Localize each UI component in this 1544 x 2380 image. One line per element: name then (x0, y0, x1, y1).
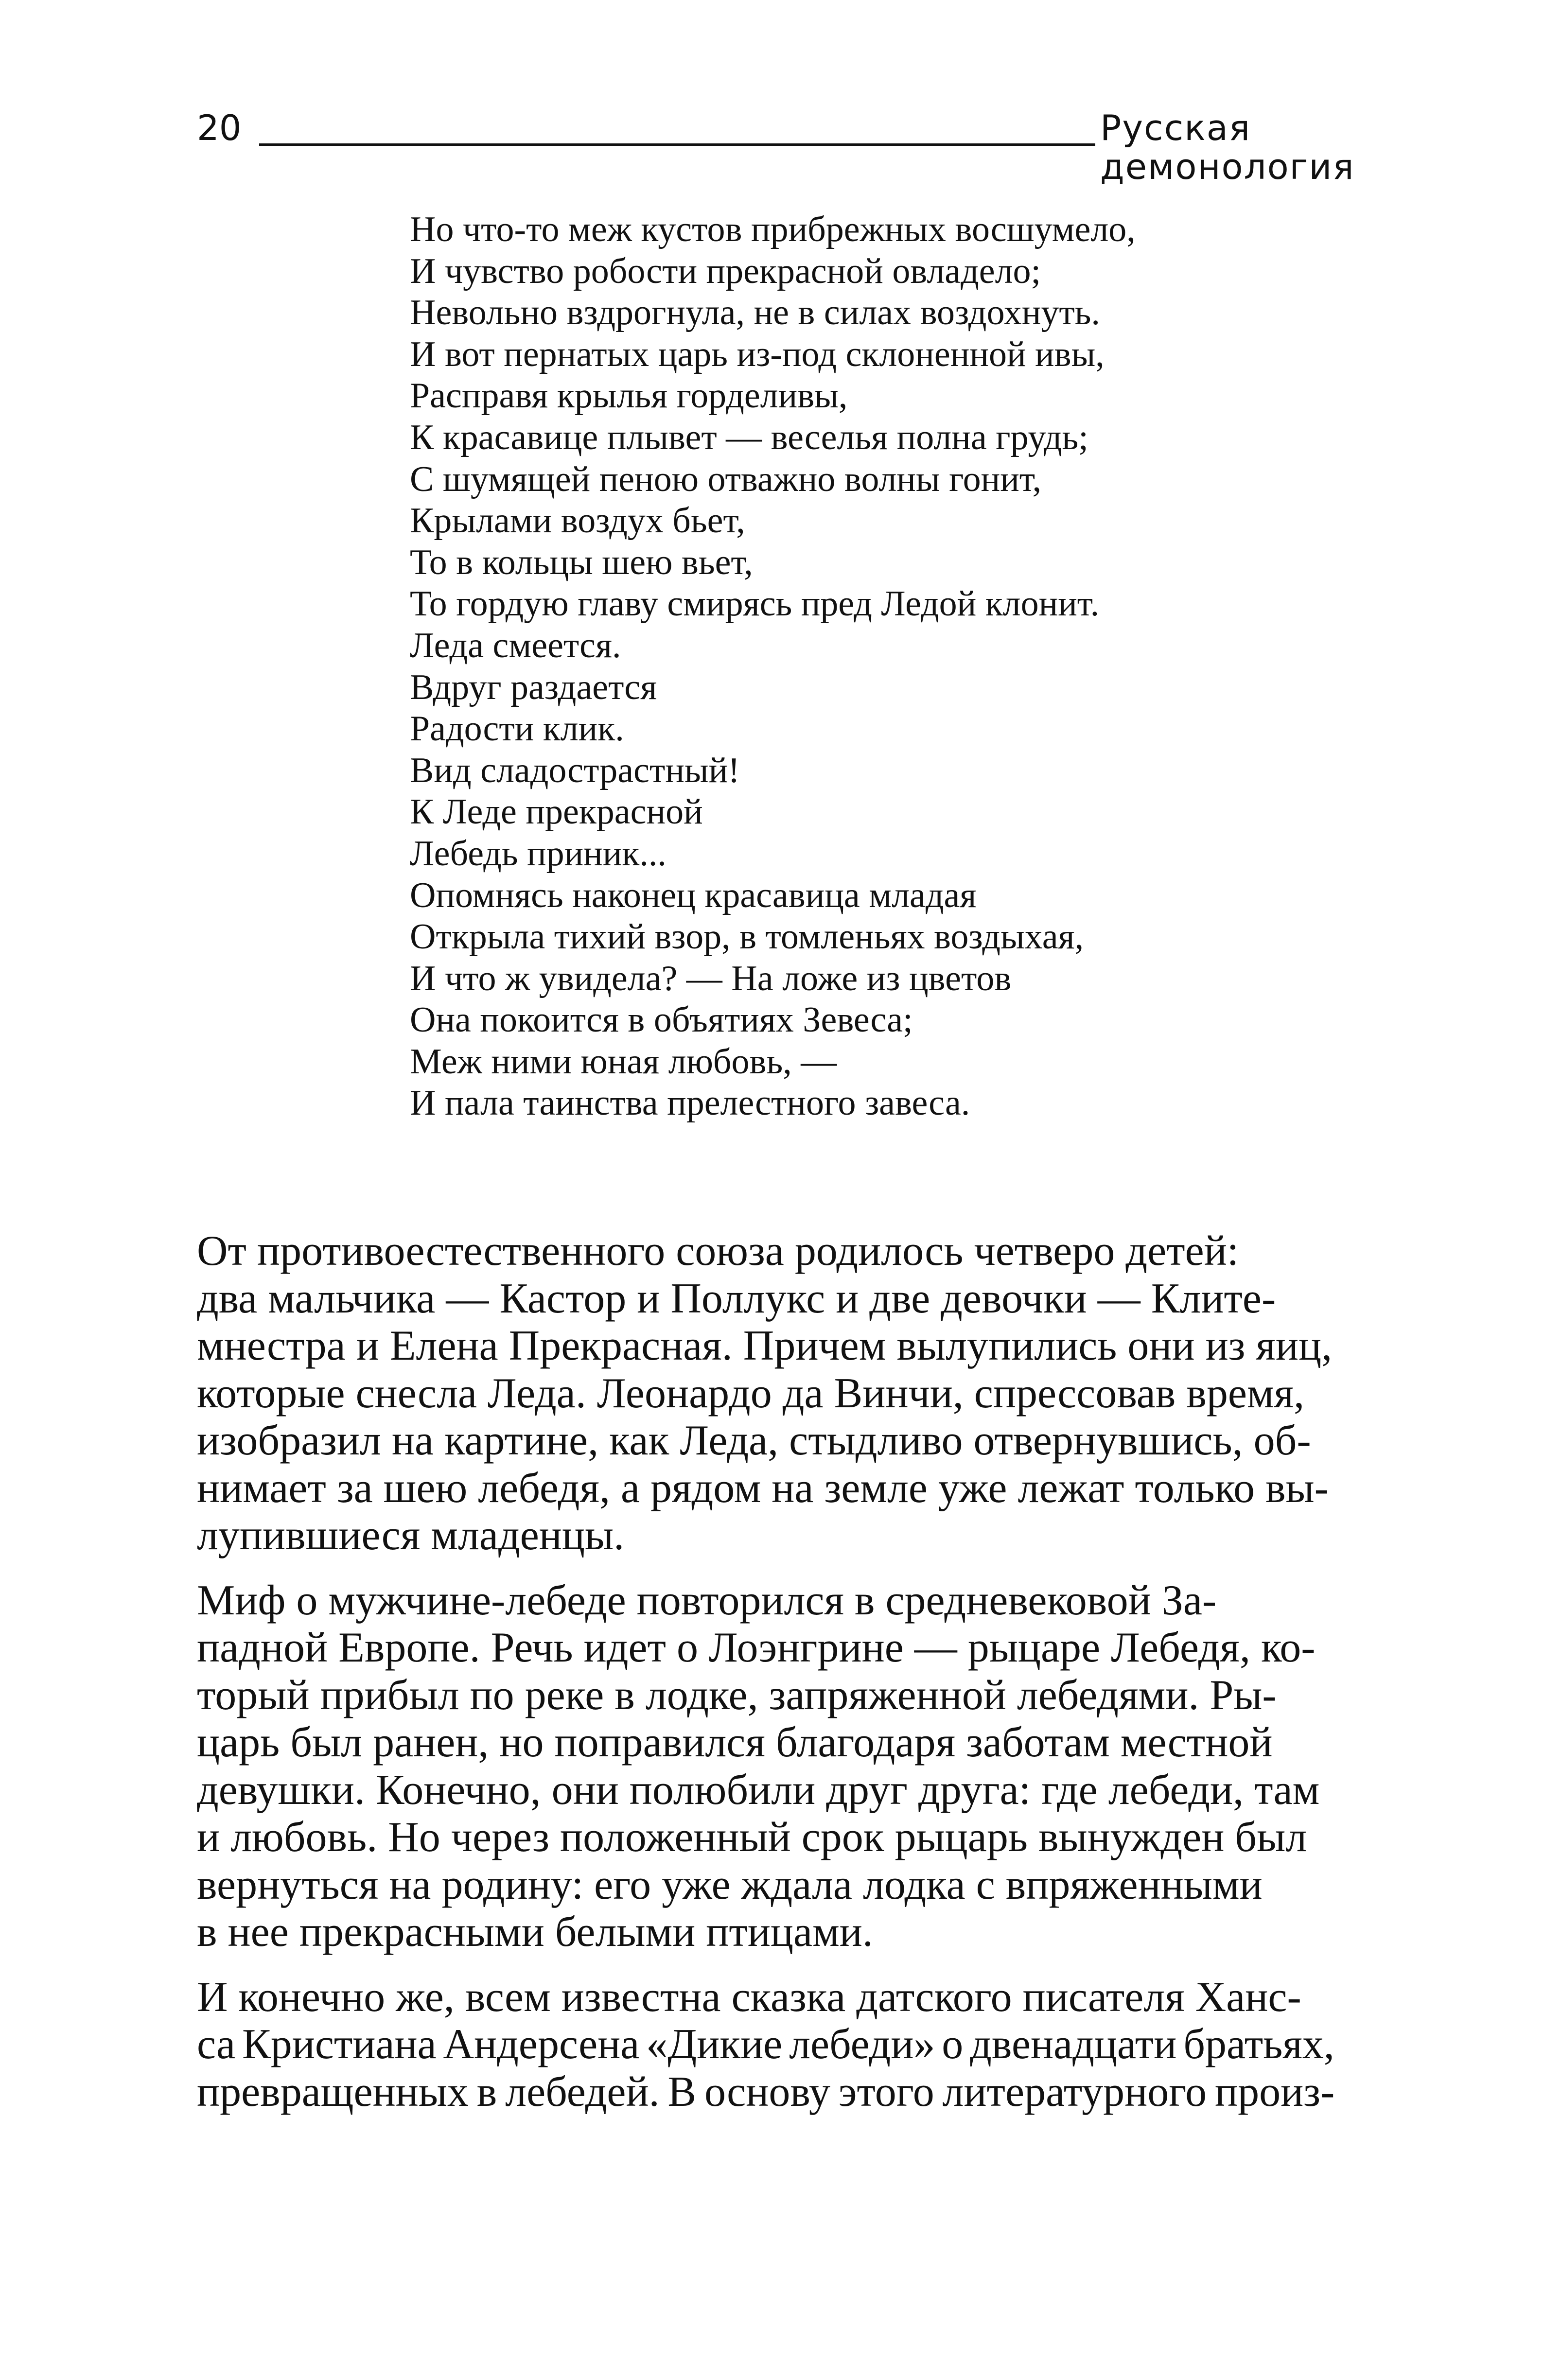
poem-line: Опомнясь наконец красавица младая (410, 875, 977, 915)
paragraph-gap (197, 1956, 1334, 1974)
text-line: нимает за шею лебедя, а рядом на земле уже лежат только вы- (197, 1464, 1329, 1512)
poem-line: И что ж увидела? — На ложе из цветов (410, 958, 1012, 998)
paragraph-3 (197, 1974, 1334, 2116)
text-line: изобразил на картине, как Леда, стыдливо отвернувшись, об- (197, 1417, 1311, 1464)
poem-block (410, 209, 1333, 1124)
text-line: два мальчика — Кастор и Поллукс и две девочки — Клите- (197, 1275, 1276, 1322)
text-line: От противоестественного союза родилось четверо детей: (197, 1227, 1239, 1275)
poem-line: Она покоится в объятиях Зевеса; (410, 1000, 913, 1040)
poem-line: Меж ними юная любовь, — (410, 1041, 837, 1082)
poem-line: Радости клик. (410, 709, 624, 749)
poem-line: Леда смеется. (410, 625, 621, 665)
text-line: в нее прекрасными белыми птицами. (197, 1908, 873, 1956)
poem-line: Но что-то меж кустов прибрежных восшумело, (410, 210, 1136, 249)
running-title: Русская демонология (1100, 107, 1355, 187)
poem-line: И чувство робости прекрасной овладело; (410, 251, 1041, 291)
poem-line: С шумящей пеною отважно волны гонит, (410, 459, 1042, 499)
text-line: которые снесла Леда. Леонардо да Винчи, спрессовав время, (197, 1369, 1305, 1417)
paragraph-gap (197, 1559, 1334, 1577)
text-line: царь был ранен, но поправился благодаря заботам местной (197, 1719, 1273, 1766)
header-rule (259, 143, 1095, 146)
page-number: 20 (197, 107, 242, 148)
poem-line: К красавице плывет — веселья полна грудь; (410, 417, 1088, 457)
poem-line: И пала таинства прелестного завеса. (410, 1083, 970, 1123)
text-line: Миф о мужчине-лебеде повторился в средневековой За- (197, 1576, 1217, 1624)
paragraph-1 (197, 1227, 1334, 1559)
poem-line: Лебедь приник... (410, 833, 667, 874)
text-line: и любовь. Но через положенный срок рыцарь вынужден был (197, 1814, 1307, 1861)
poem-line: И вот пернатых царь из-под склоненной ивы, (410, 334, 1105, 374)
running-header (197, 100, 1355, 187)
poem-line: Крылами воздух бьет, (410, 501, 745, 541)
text-line: девушки. Конечно, они полюбили друг друга: где лебеди, там (197, 1766, 1320, 1814)
poem-line: Вдруг раздается (410, 667, 657, 707)
poem-line: Открыла тихий взор, в томленьях воздыхая, (410, 917, 1084, 957)
text-line: падной Европе. Речь идет о Лоэнгрине — рыцаре Лебедя, ко- (197, 1624, 1316, 1671)
text-line: вернуться на родину: его уже ждала лодка с впряженными (197, 1861, 1263, 1908)
text-line: лупившиеся младенцы. (197, 1512, 625, 1559)
poem-line: То в кольцы шею вьет, (410, 542, 753, 582)
text-line: И конечно же, всем известна сказка датского писателя Ханс- (197, 1973, 1301, 2021)
paragraph-2 (197, 1577, 1334, 1956)
poem-line: Вид сладострастный! (410, 750, 740, 790)
prose-block (197, 1227, 1334, 2116)
text-line: торый прибыл по реке в лодке, запряженной лебедями. Ры- (197, 1671, 1277, 1719)
poem-line: Невольно вздрогнула, не в силах воздохнуть. (410, 293, 1100, 333)
poem-line: То гордую главу смирясь пред Ледой клонит. (410, 584, 1100, 624)
poem-line: К Леде прекрасной (410, 792, 703, 832)
text-line: превращенных в лебедей. В основу этого литературного произ- (197, 2068, 1335, 2116)
poem-line: Расправя крылья горделивы, (410, 376, 848, 416)
text-line: са Кристиана Андерсена «Дикие лебеди» о двенадцати братьях, (197, 2021, 1334, 2068)
text-line: мнестра и Елена Прекрасная. Причем вылупились они из яиц, (197, 1322, 1333, 1369)
